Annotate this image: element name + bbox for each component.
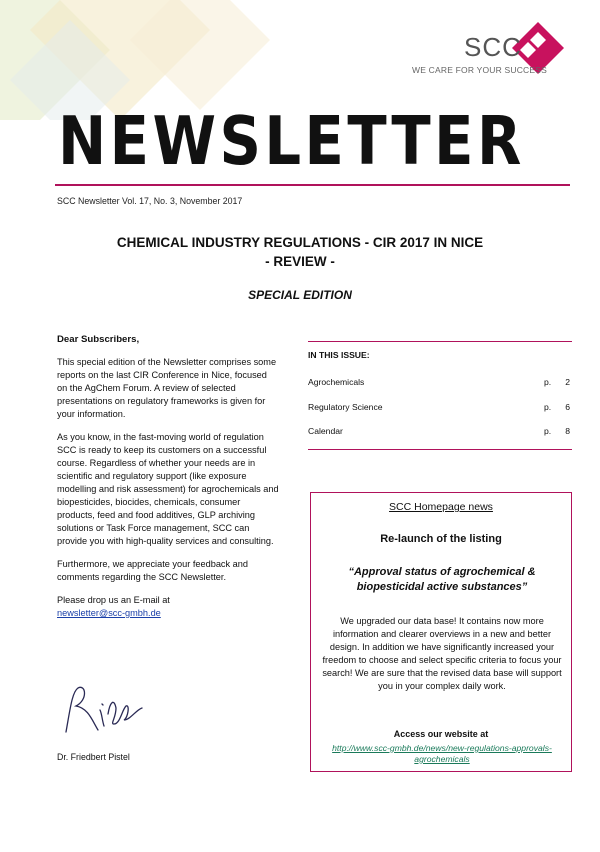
toc-item-regulatory-science[interactable] <box>308 402 568 414</box>
newsletter-title: NEWSLETTER <box>58 102 525 180</box>
brand-name: SCC <box>464 32 522 62</box>
greeting: Dear Subscribers, <box>57 334 140 345</box>
homepage-news-title <box>311 501 571 513</box>
headline-line2: - REVIEW - <box>265 254 335 269</box>
homepage-news-access: Access our website at <box>393 729 489 739</box>
homepage-news-title-text: SCC Homepage news <box>389 501 493 513</box>
toc-page-prefix: p. <box>544 377 552 387</box>
toc-page-prefix: p. <box>544 426 552 436</box>
toc-item-label: Regulatory Science <box>308 402 383 412</box>
signature <box>58 680 148 742</box>
homepage-news-link[interactable]: http://www.scc-gmbh.de/news/new-regulations-approvals-agrochemicals <box>332 743 552 764</box>
toc-item-agrochemicals[interactable] <box>308 377 568 389</box>
toc-divider-top <box>308 341 572 342</box>
headline-line1: CHEMICAL INDUSTRY REGULATIONS - CIR 2017 IN NICE <box>116 235 484 250</box>
letter-paragraph-1: This special edition of the Newsletter comprises some reports on the last CIR Conference in Nice, focused on the AgChem Forum. A review of selected presentations on regulatory frameworks is given for your information. <box>57 357 277 419</box>
toc-page-number: 2 <box>565 377 570 387</box>
email-link[interactable]: newsletter@scc-gmbh.de <box>57 608 161 618</box>
homepage-news-body: We upgraded our data base! It contains now more information and clearer overviews in a new and better design. In addition we have significantly increased your freedom to choose and select specific criteria to focus your search! We are sure that the revised data base will support you in your complex daily work. <box>322 616 562 691</box>
editorial-letter <box>57 333 279 620</box>
letter-paragraph-3: Furthermore, we appreciate your feedback and comments regarding the SCC Newsletter. <box>57 559 248 582</box>
homepage-news-quote: “Approval status of agrochemical & biopesticidal active substances” <box>348 566 536 593</box>
volume-info: SCC Newsletter Vol. 17, No. 3, November 2017 <box>57 196 243 206</box>
headline <box>0 233 600 271</box>
letter-paragraph-2: As you know, in the fast-moving world of regulation SCC is ready to keep its customers on a successful course. Regardless of whether your needs are in scientific and regulatory support (like exposure modelling and risk assessment) for agrochemicals and biopesticides, biocides, chemicals, consumer products, feed and food additives, GLP archiving solutions or Task Force management, SCC can provide you with high-quality services and consulting. <box>57 432 279 546</box>
toc-item-label: Calendar <box>308 426 343 436</box>
homepage-news-heading: Re-launch of the listing <box>380 533 502 545</box>
signer-name: Dr. Friedbert Pistel <box>57 752 130 762</box>
letter-paragraph-4: Please drop us an E-mail at <box>57 595 170 605</box>
toc-item-calendar[interactable] <box>308 426 568 438</box>
toc-page-number: 8 <box>565 426 570 436</box>
toc-page-number: 6 <box>565 402 570 412</box>
toc-heading: IN THIS ISSUE: <box>308 350 370 360</box>
toc-divider-bottom <box>308 449 572 450</box>
brand-tagline: WE CARE FOR YOUR SUCCESS <box>412 65 547 75</box>
special-edition: SPECIAL EDITION <box>248 288 352 302</box>
title-divider <box>55 184 570 186</box>
toc-item-label: Agrochemicals <box>308 377 365 387</box>
homepage-news-box <box>310 492 572 772</box>
toc-page-prefix: p. <box>544 402 552 412</box>
